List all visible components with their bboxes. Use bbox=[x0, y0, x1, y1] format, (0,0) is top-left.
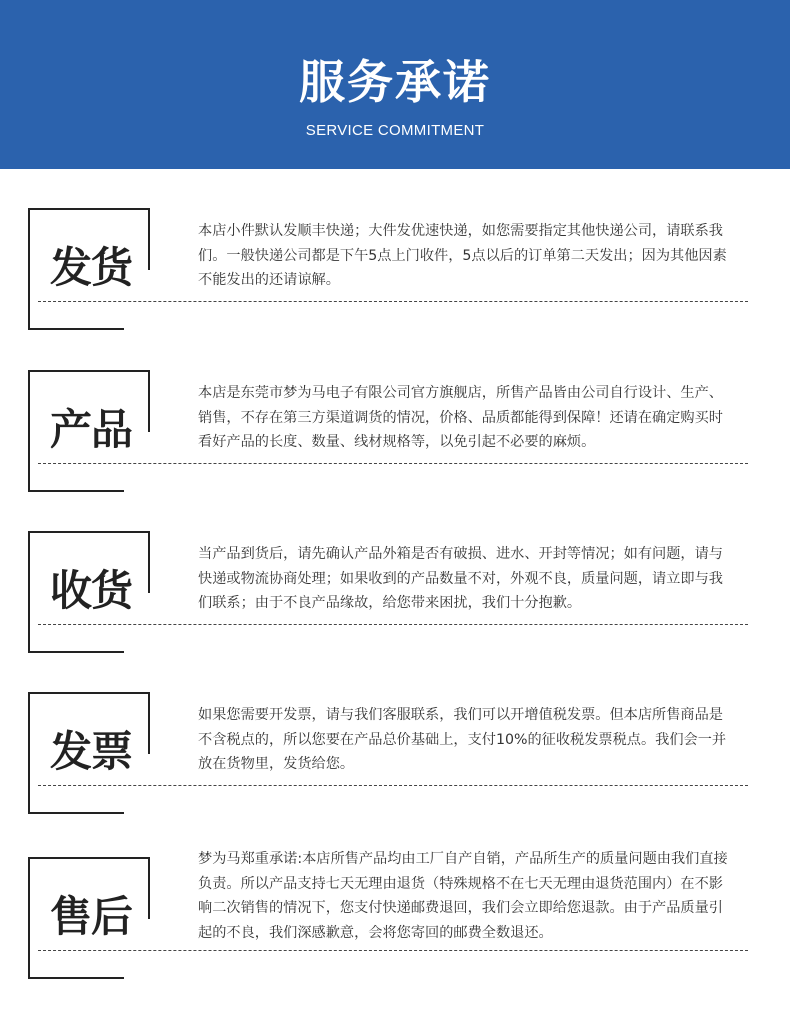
dashed-divider bbox=[38, 624, 748, 625]
frame-line bbox=[28, 208, 148, 210]
section-label: 收货 bbox=[50, 566, 133, 615]
section-label: 发货 bbox=[50, 243, 133, 292]
frame-line bbox=[28, 531, 30, 652]
section-label: 产品 bbox=[50, 405, 133, 454]
header-banner bbox=[0, 0, 790, 169]
dashed-divider bbox=[38, 785, 748, 786]
frame-line bbox=[28, 977, 124, 979]
section-product bbox=[0, 370, 790, 495]
section-text: 如果您需要开发票，请与我们客服联系，我们可以开增值税发票。但本店所售商品是不含税点的，所以您要在产品总价基础上，支付10%的征收税发票税点。我们会一并放在货物里，发货给您。 bbox=[198, 707, 727, 772]
section-text: 梦为马郑重承诺:本店所售产品均由工厂自产自销，产品所生产的质量问题由我们直接负责。所以产品支持七天无理由退货（特殊规格不在七天无理由退货范围内）在不影响二次销售的情况下，您支付快递邮费退回，我们会立即给您退款。由于产品质量引起的不良，我们深感歉意，会将您寄回的邮费全数退还。 bbox=[198, 851, 728, 941]
frame-line bbox=[148, 531, 150, 593]
section-after-sales bbox=[0, 851, 790, 982]
frame-line bbox=[148, 857, 150, 919]
frame-line bbox=[28, 531, 148, 533]
frame-line bbox=[148, 208, 150, 270]
frame-line bbox=[28, 208, 30, 329]
frame-line bbox=[28, 857, 148, 859]
frame-line bbox=[28, 692, 148, 694]
frame-line bbox=[28, 328, 124, 330]
section-shipping bbox=[0, 208, 790, 333]
section-text: 当产品到货后，请先确认产品外箱是否有破损、进水、开封等情况；如有问题，请与快递或物流协商处理；如果收到的产品数量不对，外观不良，质量问题，请立即与我们联系；由于不良产品缘故，给您带来困扰，我们十分抱歉。 bbox=[198, 546, 723, 611]
frame-line bbox=[28, 857, 30, 978]
frame-line bbox=[28, 651, 124, 653]
dashed-divider bbox=[38, 463, 748, 464]
frame-line bbox=[28, 370, 148, 372]
section-label: 售后 bbox=[50, 892, 133, 941]
dashed-divider bbox=[38, 950, 748, 951]
frame-line bbox=[148, 370, 150, 432]
page-title: 服务承诺 bbox=[299, 55, 491, 109]
frame-line bbox=[28, 490, 124, 492]
section-invoice bbox=[0, 692, 790, 817]
frame-line bbox=[28, 370, 30, 491]
dashed-divider bbox=[38, 301, 748, 302]
frame-line bbox=[28, 812, 124, 814]
frame-line bbox=[148, 692, 150, 754]
section-text: 本店是东莞市梦为马电子有限公司官方旗舰店，所售产品皆由公司自行设计、生产、销售，不存在第三方渠道调货的情况，价格、品质都能得到保障！还请在确定购买时看好产品的长度、数量、线材规格等，以免引起不必要的麻烦。 bbox=[198, 385, 723, 450]
section-label: 发票 bbox=[50, 727, 133, 776]
page-subtitle: SERVICE COMMITMENT bbox=[305, 122, 485, 139]
frame-line bbox=[28, 692, 30, 813]
section-text: 本店小件默认发顺丰快递；大件发优速快递，如您需要指定其他快递公司，请联系我们。一般快递公司都是下午5点上门收件，5点以后的订单第二天发出；因为其他因素不能发出的还请谅解。 bbox=[198, 223, 727, 288]
section-receiving bbox=[0, 531, 790, 656]
